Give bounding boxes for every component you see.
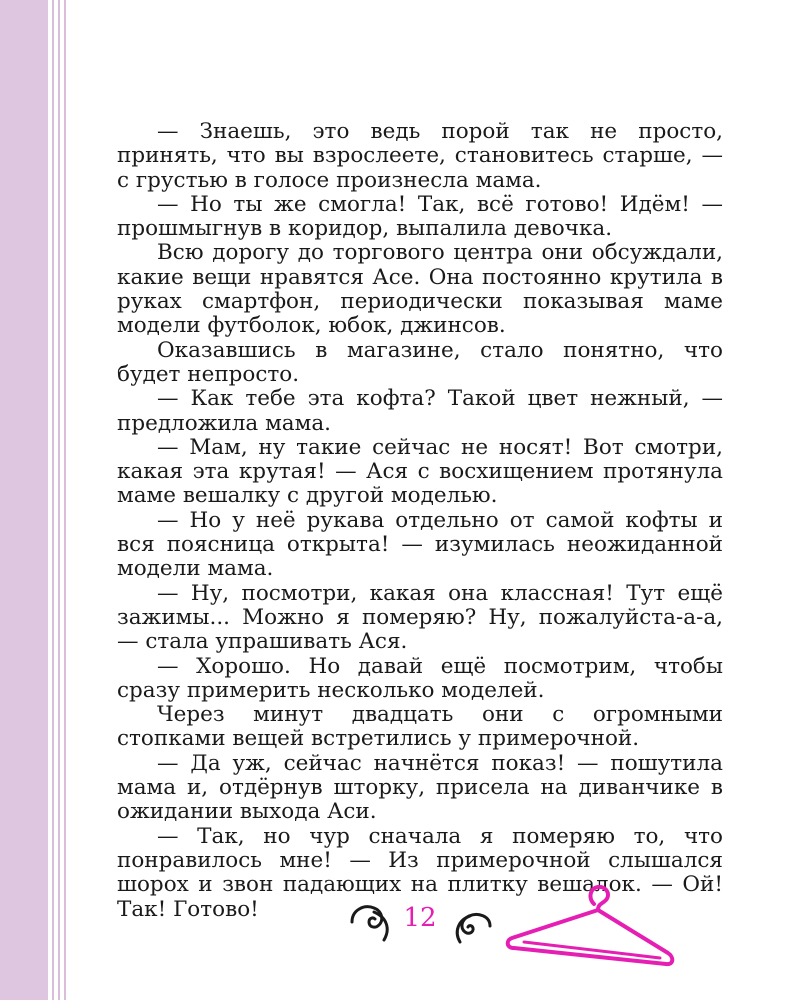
paragraph: — Но ты же смогла! Так, всё готово! Идём! — прошмыгнув в коридор, выпалила девочка. (117, 191, 723, 242)
paragraph: — Ну, посмотри, какая она классная! Тут ещё зажимы... Можно я померяю? Ну, пожалуйста-а-а, — стала упрашивать Ася. (117, 580, 723, 655)
swirl-right-icon (448, 908, 494, 948)
page-text (117, 120, 723, 922)
paragraph: Через минут двадцать они с огромными стопками вещей встретились у примерочной. (117, 702, 723, 752)
hanger-icon (502, 878, 677, 973)
swirl-left-icon (348, 900, 394, 944)
paragraph: — Мам, ну такие сейчас не носят! Вот смотри, какая эта крутая! — Ася с восхищением протянула маме вешалку с другой моделью. (117, 434, 723, 509)
paragraph: — Знаешь, это ведь порой так не просто, принять, что вы взрослеете, становитесь старше, — с грустью в голосе произнесла мама. (117, 119, 723, 193)
paragraph: — Но у неё рукава отдельно от самой кофты и вся поясница открыта! — изумилась неожиданной модели мама. (117, 507, 723, 582)
paragraph: — Так, но чур сначала я померяю то, что понравилось мне! — Из примерочной слышался шорох и звон падающих на плитку вешалок. — Ой! Так! Готово! (117, 823, 723, 922)
paragraph: — Да уж, сейчас начнётся показ! — пошутила мама и, отдёрнув шторку, присела на диванчике в ожидании выхода Аси. (117, 750, 723, 825)
paragraph: Оказавшись в магазине, стало понятно, что будет непросто. (117, 337, 723, 387)
side-decorative-band (0, 0, 48, 1000)
paragraph: — Хорошо. Но давай ещё посмотрим, чтобы сразу примерить несколько моделей. (117, 653, 723, 703)
paragraph: Всю дорогу до торгового центра они обсуждали, какие вещи нравятся Асе. Она постоянно крутила в руках смартфон, периодически показывая маме модели футболок, юбок, джинсов. (117, 240, 723, 339)
page-number: 12 (403, 903, 437, 933)
paragraph: — Как тебе эта кофта? Такой цвет нежный, — предложила мама. (117, 386, 723, 436)
side-decorative-lines (48, 0, 72, 1000)
